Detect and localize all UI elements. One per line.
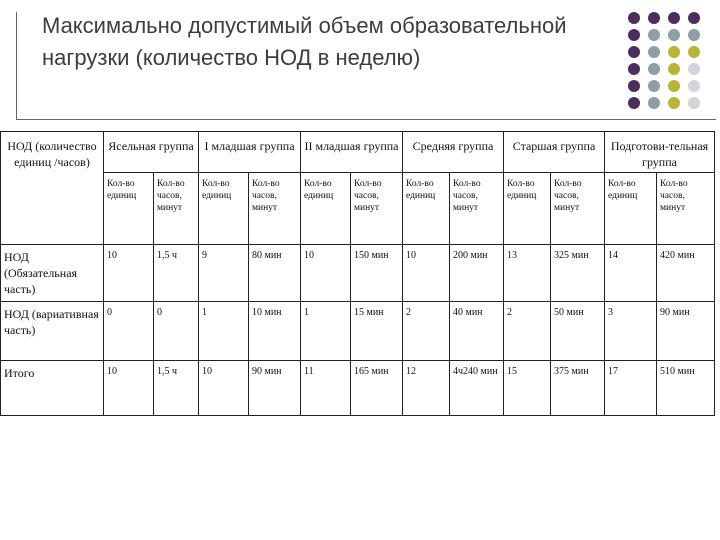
table-cell: 90 мин bbox=[657, 302, 715, 361]
decorative-dot bbox=[668, 80, 680, 92]
table-cell: 14 bbox=[605, 245, 657, 302]
time-subheader: Кол-во часов, минут bbox=[154, 173, 199, 245]
table-cell: 9 bbox=[199, 245, 249, 302]
table-cell: 510 мин bbox=[657, 361, 715, 416]
group-header: Средняя группа bbox=[403, 132, 504, 173]
decorative-dot bbox=[648, 12, 660, 24]
table-cell: 0 bbox=[104, 302, 154, 361]
units-subheader: Кол-во единиц bbox=[104, 173, 154, 245]
title-left-rule bbox=[16, 12, 17, 120]
table-cell: 10 bbox=[301, 245, 351, 302]
decorative-dot bbox=[688, 80, 700, 92]
decorative-dot bbox=[628, 97, 640, 109]
table-cell: 420 мин bbox=[657, 245, 715, 302]
group-header: II младшая группа bbox=[301, 132, 403, 173]
decorative-dot bbox=[668, 97, 680, 109]
table-cell: 4ч240 мин bbox=[450, 361, 504, 416]
table-cell: 1 bbox=[301, 302, 351, 361]
table-cell: 10 bbox=[104, 245, 154, 302]
decorative-dot bbox=[628, 12, 640, 24]
units-subheader: Кол-во единиц bbox=[301, 173, 351, 245]
table-cell: 15 bbox=[504, 361, 551, 416]
time-subheader: Кол-во часов, минут bbox=[450, 173, 504, 245]
table-cell: 150 мин bbox=[351, 245, 403, 302]
time-subheader: Кол-во часов, минут bbox=[249, 173, 301, 245]
table-cell: 10 bbox=[403, 245, 450, 302]
table-cell: 10 bbox=[104, 361, 154, 416]
decorative-dot bbox=[688, 12, 700, 24]
table-cell: 13 bbox=[504, 245, 551, 302]
load-table bbox=[0, 131, 715, 416]
time-subheader: Кол-во часов, минут bbox=[351, 173, 403, 245]
table-cell: 50 мин bbox=[551, 302, 605, 361]
table-cell: 1,5 ч bbox=[154, 361, 199, 416]
table-cell: 90 мин bbox=[249, 361, 301, 416]
decorative-dot bbox=[688, 97, 700, 109]
decorative-dot bbox=[688, 63, 700, 75]
decorative-dot bbox=[688, 46, 700, 58]
row-label: Итого bbox=[1, 361, 104, 416]
decorative-dot bbox=[668, 29, 680, 41]
slide-title: Максимально допустимый объем образовательной нагрузки (количество НОД в неделю) bbox=[42, 13, 567, 70]
group-header-row bbox=[1, 132, 715, 173]
decorative-dot bbox=[648, 97, 660, 109]
time-subheader: Кол-во часов, минут bbox=[657, 173, 715, 245]
group-header: I младшая группа bbox=[199, 132, 301, 173]
table-cell: 325 мин bbox=[551, 245, 605, 302]
table-cell: 15 мин bbox=[351, 302, 403, 361]
table-cell: 200 мин bbox=[450, 245, 504, 302]
table-cell: 17 bbox=[605, 361, 657, 416]
table-cell: 1,5 ч bbox=[154, 245, 199, 302]
decorative-dot bbox=[628, 80, 640, 92]
decorative-dot bbox=[648, 63, 660, 75]
decorative-dot bbox=[668, 63, 680, 75]
table-row-total bbox=[1, 361, 715, 416]
subheader-row bbox=[1, 173, 715, 245]
decorative-dot bbox=[628, 63, 640, 75]
table-cell: 2 bbox=[403, 302, 450, 361]
units-subheader: Кол-во единиц bbox=[605, 173, 657, 245]
group-header: Старшая группа bbox=[504, 132, 605, 173]
units-subheader: Кол-во единиц bbox=[504, 173, 551, 245]
decorative-dot-grid bbox=[628, 12, 712, 116]
units-subheader: Кол-во единиц bbox=[403, 173, 450, 245]
decorative-dot bbox=[648, 80, 660, 92]
table-row-variable bbox=[1, 302, 715, 361]
table-cell: 12 bbox=[403, 361, 450, 416]
group-header: Ясельная группа bbox=[104, 132, 199, 173]
title-bottom-rule bbox=[16, 119, 716, 120]
corner-header: НОД (количество единиц /часов) bbox=[1, 132, 104, 245]
table-cell: 2 bbox=[504, 302, 551, 361]
table-row-mandatory bbox=[1, 245, 715, 302]
row-label: НОД (Обязательная часть) bbox=[1, 245, 104, 302]
table-cell: 10 bbox=[199, 361, 249, 416]
table-cell: 1 bbox=[199, 302, 249, 361]
units-subheader: Кол-во единиц bbox=[199, 173, 249, 245]
decorative-dot bbox=[668, 12, 680, 24]
decorative-dot bbox=[668, 46, 680, 58]
time-subheader: Кол-во часов, минут bbox=[551, 173, 605, 245]
table-cell: 40 мин bbox=[450, 302, 504, 361]
table-cell: 80 мин bbox=[249, 245, 301, 302]
decorative-dot bbox=[628, 46, 640, 58]
table-cell: 165 мин bbox=[351, 361, 403, 416]
row-label: НОД (вариативная часть) bbox=[1, 302, 104, 361]
table-cell: 11 bbox=[301, 361, 351, 416]
table-cell: 375 мин bbox=[551, 361, 605, 416]
decorative-dot bbox=[648, 46, 660, 58]
decorative-dot bbox=[628, 29, 640, 41]
table-cell: 0 bbox=[154, 302, 199, 361]
table-cell: 3 bbox=[605, 302, 657, 361]
decorative-dot bbox=[688, 29, 700, 41]
table-cell: 10 мин bbox=[249, 302, 301, 361]
group-header: Подготови-тельная группа bbox=[605, 132, 715, 173]
decorative-dot bbox=[648, 29, 660, 41]
